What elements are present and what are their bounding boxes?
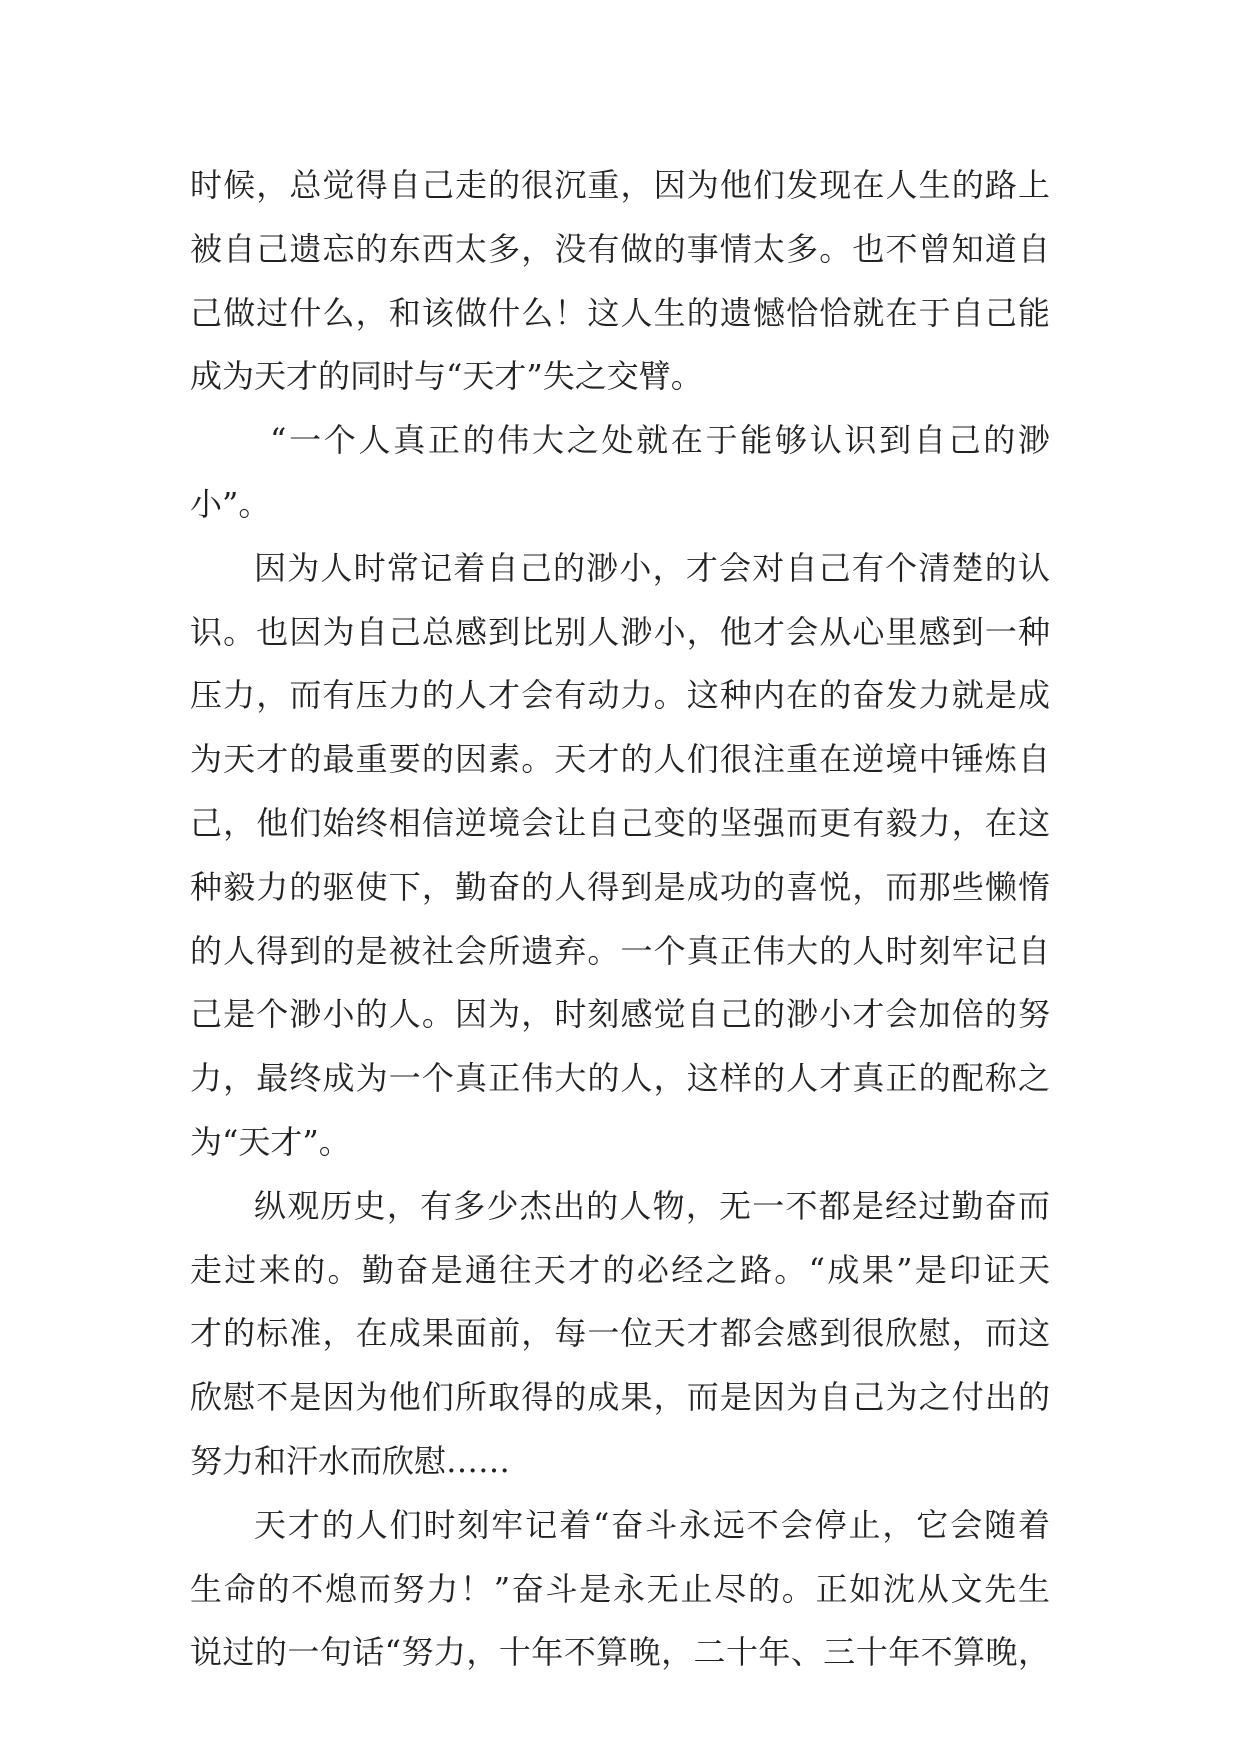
body-text [190, 154, 1050, 1685]
text-line: 己是个渺小的人。因为，时刻感觉自己的渺小才会加倍的努 [190, 995, 1050, 1034]
text-line: 压力，而有压力的人才会有动力。这种内在的奋发力就是成 [190, 676, 1050, 715]
text-line: 成为天才的同时与“天才”失之交臂。 [190, 357, 703, 396]
text-line: 因为人时常记着自己的渺小，才会对自己有个清楚的认 [254, 548, 1050, 587]
text-line: 走过来的。勤奋是通往天才的必经之路。“成果”是印证天 [190, 1250, 1050, 1289]
text-line: 才的标准，在成果面前，每一位天才都会感到很欣慰，而这 [190, 1314, 1050, 1353]
text-line: 生命的不熄而努力！”奋斗是永无止尽的。正如沈从文先生 [190, 1569, 1050, 1608]
text-line: 为“天才”。 [190, 1122, 351, 1161]
text-line: 小”。 [190, 484, 271, 523]
text-line: 天才的人们时刻牢记着“奋斗永远不会停止，它会随着 [254, 1505, 1050, 1544]
text-line: 己，他们始终相信逆境会让自己变的坚强而更有毅力，在这 [190, 803, 1050, 842]
text-line: “一个人真正的伟大之处就在于能够认识到自己的渺 [270, 421, 1050, 460]
text-line: 己做过什么，和该做什么！这人生的遗憾恰恰就在于自己能 [190, 293, 1050, 332]
text-line: 被自己遗忘的东西太多，没有做的事情太多。也不曾知道自 [190, 229, 1050, 268]
text-line: 纵观历史，有多少杰出的人物，无一不都是经过勤奋而 [254, 1186, 1050, 1225]
text-line: 说过的一句话“努力，十年不算晚，二十年、三十年不算晚， [190, 1633, 1050, 1672]
text-line: 识。也因为自己总感到比别人渺小，他才会从心里感到一种 [190, 612, 1050, 651]
text-line: 时候，总觉得自己走的很沉重，因为他们发现在人生的路上 [190, 166, 1050, 204]
text-line: 种毅力的驱使下，勤奋的人得到是成功的喜悦，而那些懒惰 [190, 867, 1050, 906]
text-line: 努力和汗水而欣慰…… [190, 1441, 511, 1480]
text-line: 力，最终成为一个真正伟大的人，这样的人才真正的配称之 [190, 1059, 1050, 1098]
text-line: 欣慰不是因为他们所取得的成果，而是因为自己为之付出的 [190, 1378, 1050, 1417]
text-line: 为天才的最重要的因素。天才的人们很注重在逆境中锤炼自 [190, 740, 1050, 779]
text-line: 的人得到的是被社会所遗弃。一个真正伟大的人时刻牢记自 [190, 931, 1050, 970]
